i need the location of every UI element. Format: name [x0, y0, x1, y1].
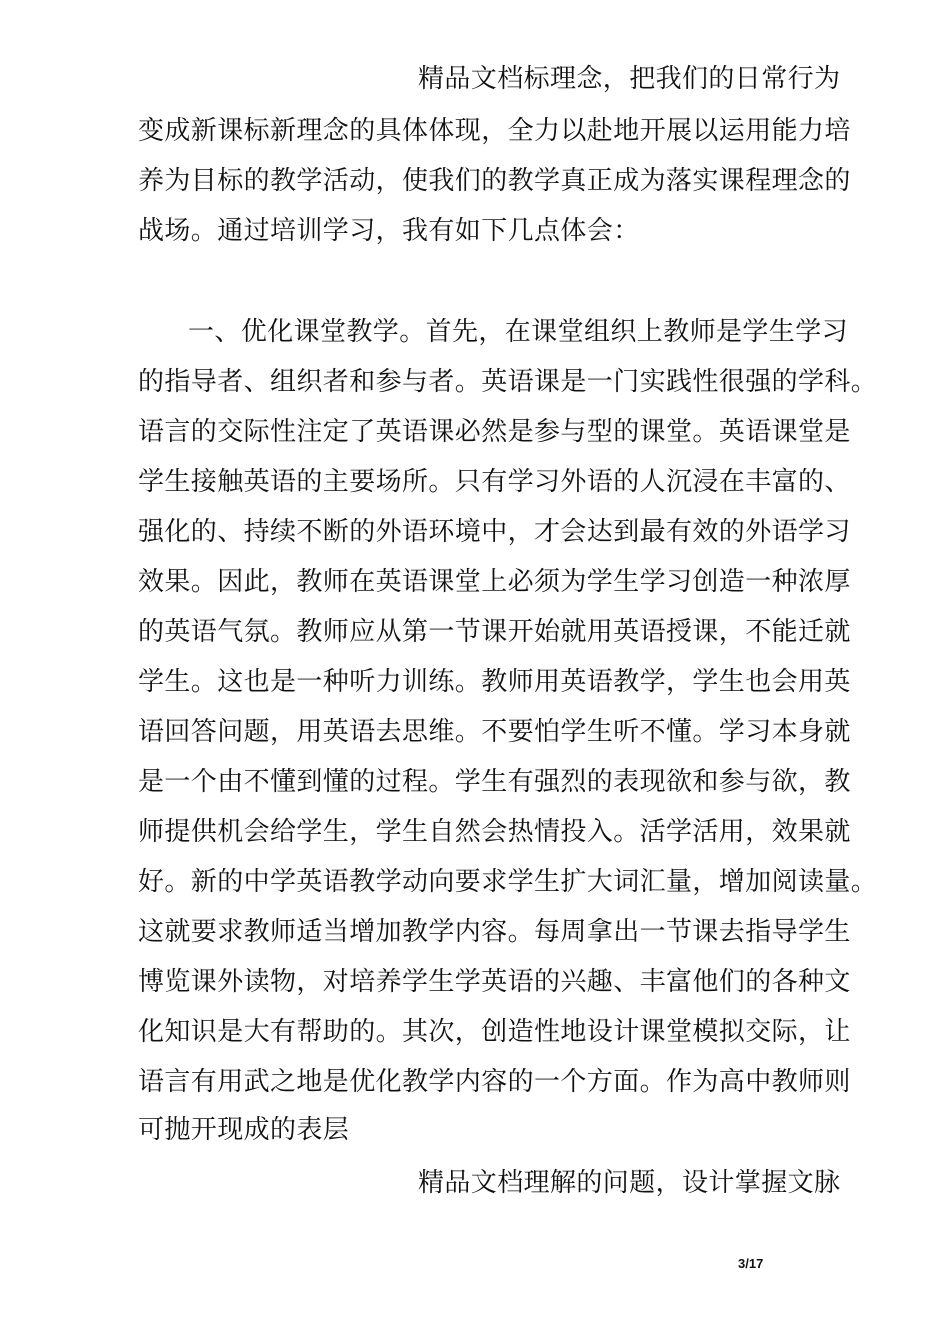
section-line-14: 博览课外读物，对培养学生学英语的兴趣、丰富他们的各种文: [138, 967, 851, 997]
section-line-2: 的指导者、组织者和参与者。英语课是一门实践性很强的学科。: [138, 367, 878, 397]
section-line-9: 语回答问题，用英语去思维。不要怕学生听不懂。学习本身就: [138, 717, 851, 747]
section-line-10: 是一个由不懂到懂的过程。学生有强烈的表现欲和参与欲，教: [138, 767, 851, 797]
page-number: 3/17: [738, 1256, 764, 1271]
intro-line-2: 养为目标的教学活动，使我们的教学真正成为落实课程理念的: [138, 166, 851, 196]
section-line-12: 好。新的中学英语教学动向要求学生扩大词汇量，增加阅读量。: [138, 867, 878, 897]
section-line-16: 语言有用武之地是优化教学内容的一个方面。作为高中教师则: [138, 1067, 851, 1097]
section-line-3: 语言的交际性注定了英语课必然是参与型的课堂。英语课堂是: [138, 417, 851, 447]
section-line-7: 的英语气氛。教师应从第一节课开始就用英语授课，不能迁就: [138, 617, 851, 647]
section-line-8: 学生。这也是一种听力训练。教师用英语教学，学生也会用英: [138, 667, 851, 697]
section-line-5: 强化的、持续不断的外语环境中，才会达到最有效的外语学习: [138, 517, 851, 547]
intro-line-3: 战场。通过培训学习，我有如下几点体会：: [138, 216, 640, 246]
section-line-15: 化知识是大有帮助的。其次，创造性地设计课堂模拟交际，让: [138, 1017, 851, 1047]
top-header-line: 精品文档标理念，把我们的日常行为: [418, 64, 841, 94]
intro-line-1: 变成新课标新理念的具体体现，全力以赴地开展以运用能力培: [138, 116, 851, 146]
section-line-17: 可抛开现成的表层: [138, 1115, 350, 1145]
section-line-11: 师提供机会给学生，学生自然会热情投入。活学活用，效果就: [138, 817, 851, 847]
section-line-1: 一、优化课堂教学。首先，在课堂组织上教师是学生学习: [188, 317, 849, 347]
section-line-4: 学生接触英语的主要场所。只有学习外语的人沉浸在丰富的、: [138, 467, 851, 497]
section-line-13: 这就要求教师适当增加教学内容。每周拿出一节课去指导学生: [138, 917, 851, 947]
bottom-header-line: 精品文档理解的问题，设计掌握文脉: [418, 1168, 841, 1198]
section-line-6: 效果。因此，教师在英语课堂上必须为学生学习创造一种浓厚: [138, 567, 851, 597]
